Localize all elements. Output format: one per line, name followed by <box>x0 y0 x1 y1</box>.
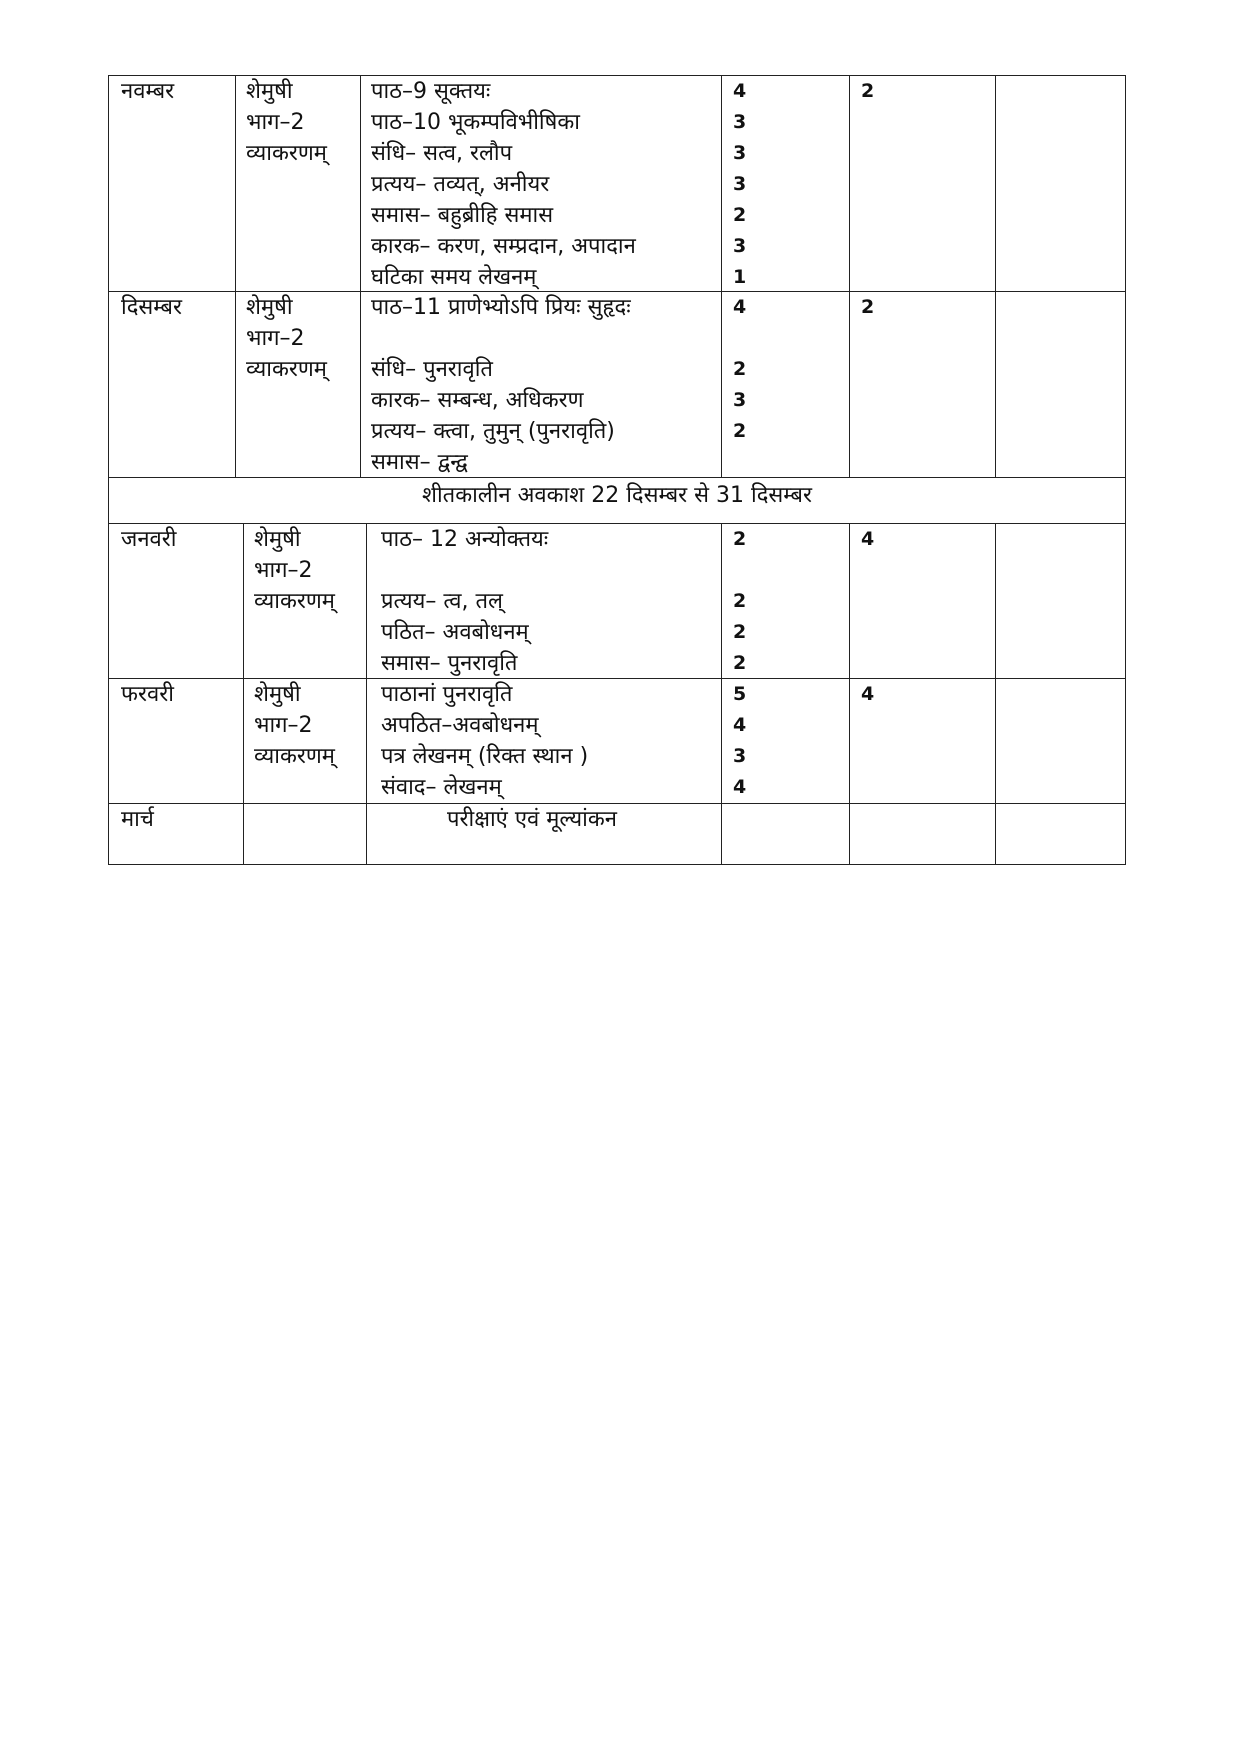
table-row-november <box>108 75 1126 291</box>
holiday-row <box>108 477 1126 523</box>
month-cell: नवम्बर <box>121 79 175 104</box>
book-cell: शेमुषी भाग–2 व्याकरणम् <box>254 527 335 614</box>
col5-cell: 2 <box>861 296 875 318</box>
topics-cell: पाठ–9 सूक्तयः पाठ–10 भूकम्पविभीषिका संधि– सत्व, रलौप प्रत्यय– तव्यत्, अनीयर समास– बहुब्रीहि समास कारक– करण, सम्प्रदान, अपादान घटिका समय लेखनम् <box>371 79 636 290</box>
book-cell: शेमुषी भाग–2 व्याकरणम् <box>254 682 335 769</box>
col5-cell: 4 <box>861 683 875 705</box>
periods-cell: 5 4 3 4 <box>733 683 747 798</box>
holiday-text: शीतकालीन अवकाश 22 दिसम्बर से 31 दिसम्बर <box>422 483 812 508</box>
col5-cell: 4 <box>861 528 875 550</box>
table-row-february <box>108 678 1126 803</box>
periods-cell: 2 2 2 2 <box>733 528 747 674</box>
month-cell: मार्च <box>121 807 154 832</box>
topics-cell: पाठ– 12 अन्योक्तयः प्रत्यय– त्व, तल् पठित– अवबोधनम् समास– पुनरावृति <box>381 527 549 676</box>
topics-cell: परीक्षाएं एवं मूल्यांकन <box>447 807 617 832</box>
book-cell: शेमुषी भाग–2 व्याकरणम् <box>246 295 327 382</box>
book-cell: शेमुषी भाग–2 व्याकरणम् <box>246 79 327 166</box>
col5-cell: 2 <box>861 80 875 102</box>
table-row-march <box>108 803 1126 865</box>
periods-cell: 4 3 3 3 2 3 1 <box>733 80 747 288</box>
periods-cell: 4 2 3 2 <box>733 296 747 442</box>
month-cell: जनवरी <box>121 527 177 552</box>
table-row-january <box>108 523 1126 678</box>
month-cell: फरवरी <box>121 682 174 707</box>
lesson-plan-table <box>108 75 1126 865</box>
month-cell: दिसम्बर <box>121 295 182 320</box>
topics-cell: पाठ–11 प्राणेभ्योऽपि प्रियः सुहृदः संधि– पुनरावृति कारक– सम्बन्ध, अधिकरण प्रत्यय– क्त्वा, तुमुन् (पुनरावृति) समास– द्वन्द्व <box>371 295 631 475</box>
table-row-december <box>108 291 1126 477</box>
topics-cell: पाठानां पुनरावृति अपठित–अवबोधनम् पत्र लेखनम् (रिक्त स्थान ) संवाद– लेखनम् <box>381 682 589 800</box>
